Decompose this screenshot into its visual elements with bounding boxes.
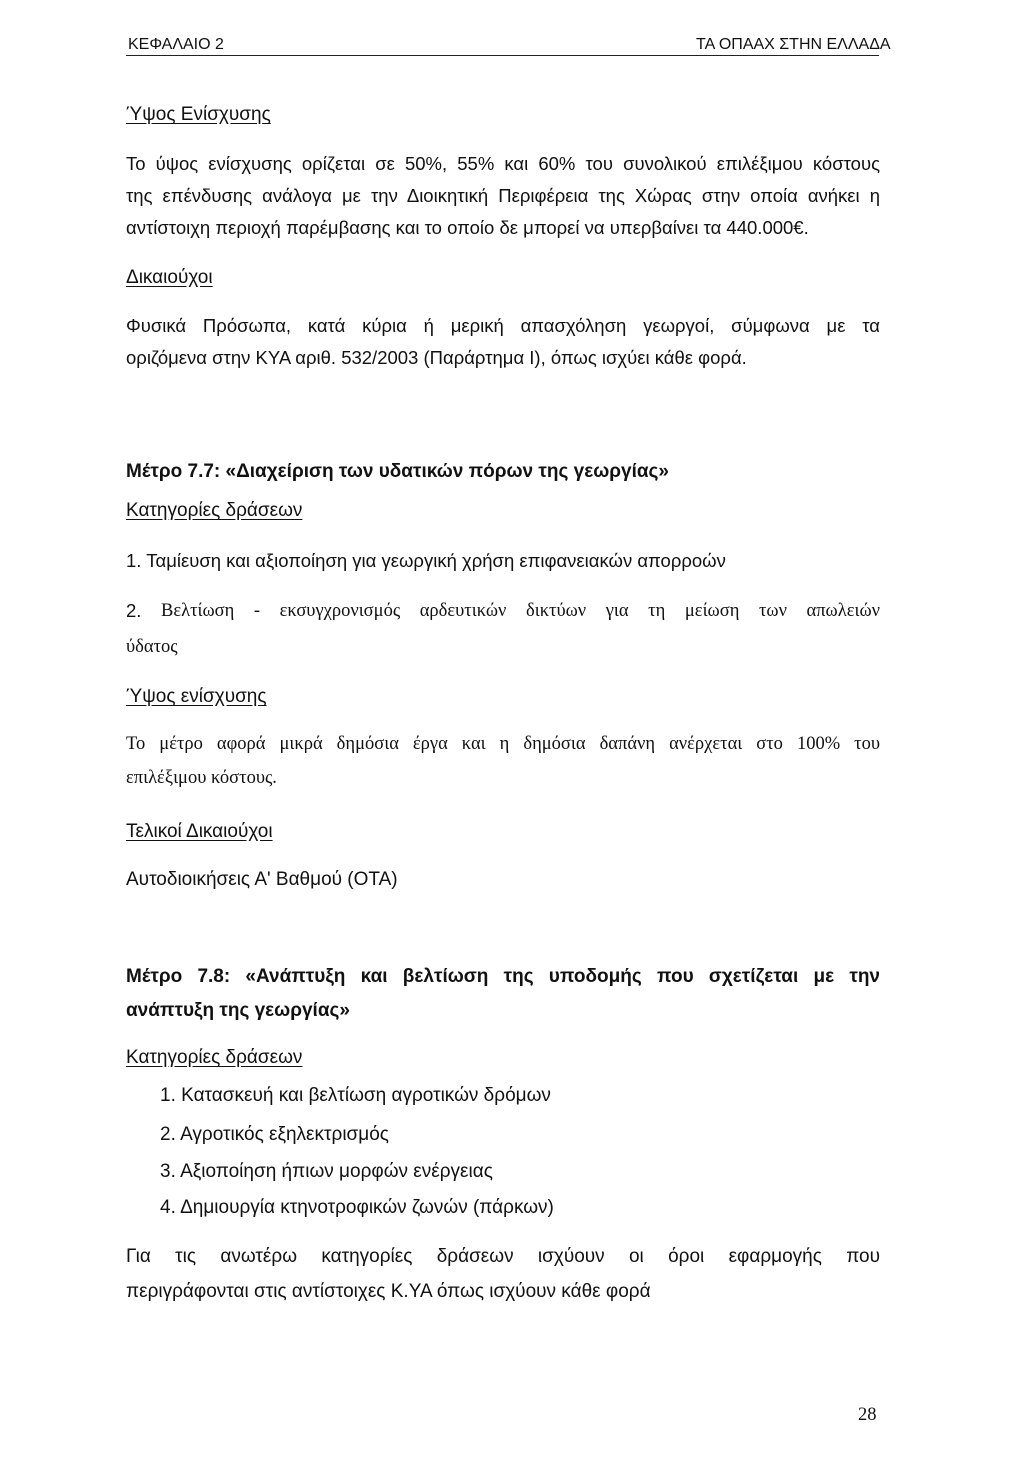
list-item: 2. Αγροτικός εξηλεκτρισμός: [160, 1124, 389, 1145]
header-title: ΤΑ ΟΠΑΑΧ ΣΤΗΝ ΕΛΛΑΔΑ: [696, 36, 891, 53]
list-item-continuation: ύδατος: [126, 637, 178, 657]
final-beneficiaries-text: Αυτοδιοικήσεις Α' Βαθμού (ΟΤΑ): [126, 869, 398, 890]
list-item: Βελτίωση - εκσυγχρονισμός αρδευτικών δικτύων για τη μείωση των απωλειών: [161, 601, 880, 621]
categories-heading: Κατηγορίες δράσεων: [126, 1047, 303, 1068]
paragraph-line: οριζόμενα στην ΚΥΑ αριθ. 532/2003 (Παράρτημα Ι), όπως ισχύει κάθε φορά.: [126, 347, 747, 368]
paragraph-line: επιλέξιμου κόστους.: [126, 768, 277, 788]
measure-7-7-title: Μέτρο 7.7: «Διαχείριση των υδατικών πόρων της γεωργίας»: [126, 461, 670, 482]
paragraph-line: αντίστοιχη περιοχή παρέμβασης και το οποίο δε μπορεί να υπερβαίνει τα 440.000€.: [126, 217, 809, 238]
measure-7-8-title-cont: ανάπτυξη της γεωργίας»: [126, 1000, 350, 1021]
categories-heading: Κατηγορίες δράσεων: [126, 500, 303, 521]
page-number: 28: [858, 1405, 877, 1425]
final-beneficiaries-heading: Τελικοί Δικαιούχοι: [126, 821, 273, 842]
closing-line: Για τις ανωτέρω κατηγορίες δράσεων ισχύουν οι όροι εφαρμογής που: [126, 1246, 880, 1267]
list-item: 1. Κατασκευή και βελτίωση αγροτικών δρόμων: [160, 1085, 551, 1106]
closing-line: περιγράφονται στις αντίστοιχες Κ.ΥΑ όπως ισχύουν κάθε φορά: [126, 1281, 651, 1302]
aid-heading: Ύψος ενίσχυσης: [126, 686, 267, 707]
list-item: 1. Ταμίευση και αξιοποίηση για γεωργική χρήση επιφανειακών απορροών: [126, 550, 726, 571]
paragraph-line: της επένδυσης ανάλογα με την Διοικητική Περιφέρεια της Χώρας στην οποία ανήκει η: [126, 185, 880, 206]
aid-heading: Ύψος Ενίσχυσης: [126, 104, 271, 125]
measure-7-8-title: Μέτρο 7.8: «Ανάπτυξη και βελτίωση της υποδομής που σχετίζεται με την: [126, 966, 880, 987]
paragraph-line: Το ύψος ενίσχυσης ορίζεται σε 50%, 55% και 60% του συνολικού επιλέξιμου κόστους: [126, 153, 880, 174]
paragraph-line: Το μέτρο αφορά μικρά δημόσια έργα και η δημόσια δαπάνη ανέρχεται στο 100% του: [126, 734, 880, 754]
list-item: 4. Δημιουργία κτηνοτροφικών ζωνών (πάρκων): [160, 1197, 554, 1218]
beneficiaries-heading: Δικαιούχοι: [126, 267, 213, 288]
header-chapter: ΚΕΦΑΛΑΙΟ 2: [128, 36, 224, 53]
list-item-number: 2.: [126, 600, 142, 621]
list-item: 3. Αξιοποίηση ήπιων μορφών ενέργειας: [160, 1161, 493, 1182]
paragraph-line: Φυσικά Πρόσωπα, κατά κύρια ή μερική απασχόληση γεωργοί, σύμφωνα με τα: [126, 315, 880, 336]
header-rule: [126, 55, 879, 56]
